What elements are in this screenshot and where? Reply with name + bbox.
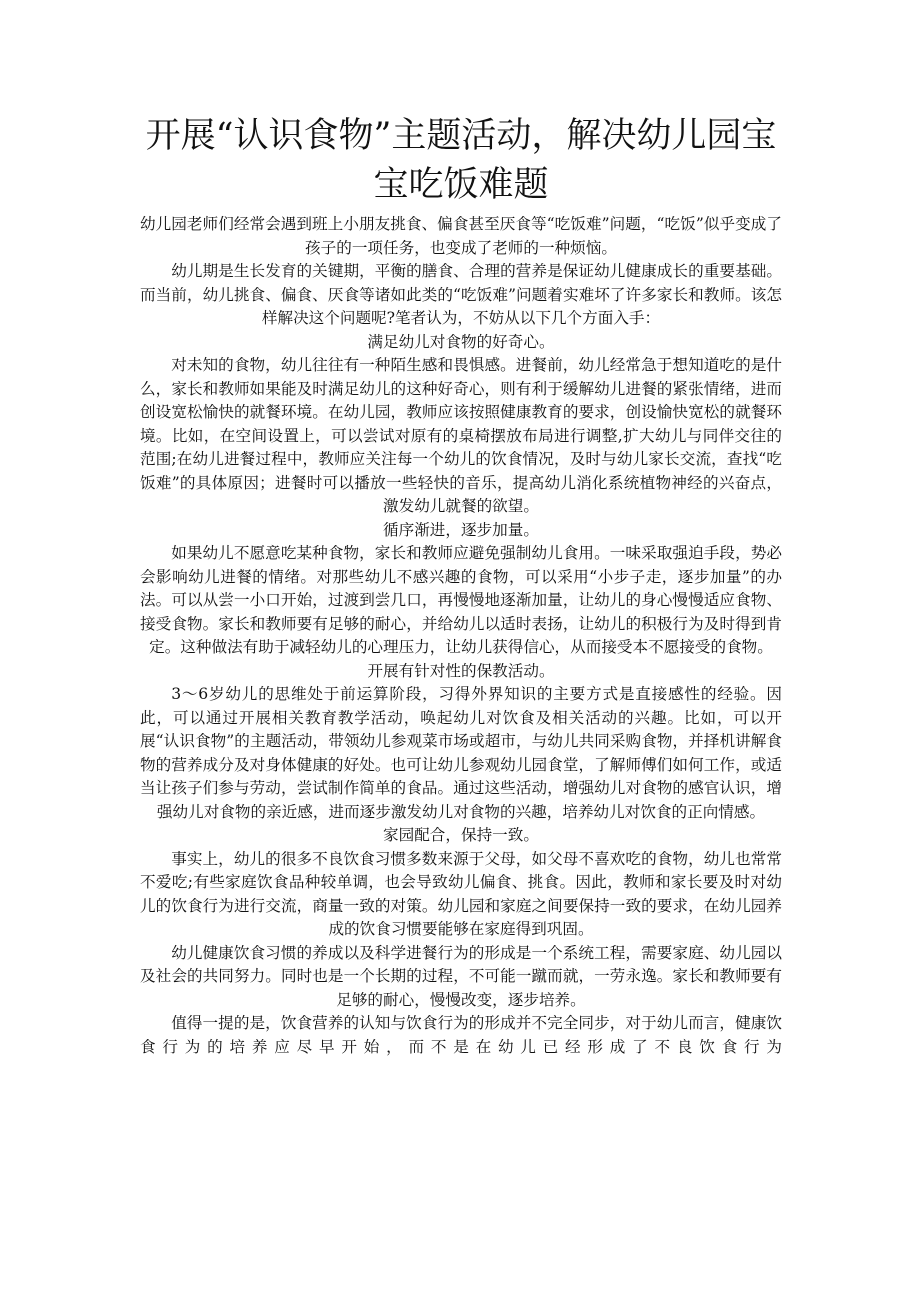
section-heading: 家园配合，保持一致。 (383, 826, 539, 844)
intro-paragraph: 幼儿园老师们经常会遇到班上小朋友挑食、偏食甚至厌食等“吃饭难”问题，“吃饭”似乎变成了孩子的一项任务，也变成了老师的一种烦恼。 (140, 215, 782, 257)
body-paragraph: 事实上，幼儿的很多不良饮食习惯多数来源于父母，如父母不喜欢吃的食物，幼儿也常常不爱吃;有些家庭饮食品种较单调，也会导致幼儿偏食、挑食。因此，教师和家长要及时对幼儿的饮食行为进行交流，商量一致的对策。幼儿园和家庭之间要保持一致的要求，在幼儿园养成的饮食习惯要能够在家庭得到巩固。 (140, 849, 782, 938)
body-paragraph: 3～6岁幼儿的思维处于前运算阶段，习得外界知识的主要方式是直接感性的经验。因此，可以通过开展相关教育教学活动，唤起幼儿对饮食及相关活动的兴趣。比如，可以开展“认识食物”的主题活动，带领幼儿参观菜市场或超市，与幼儿共同采购食物，并择机讲解食物的营养成分及对身体健康的好处。也可让幼儿参观幼儿园食堂，了解师傅们如何工作，或适当让孩子们参与劳动，尝试制作简单的食品。通过这些活动，增强幼儿对食物的感官认识，增强幼儿对食物的亲近感，进而逐步激发幼儿对食物的兴趣，培养幼儿对饮食的正向情感。 (140, 685, 782, 821)
body-paragraph: 对未知的食物，幼儿往往有一种陌生感和畏惧感。进餐前，幼儿经常急于想知道吃的是什么，家长和教师如果能及时满足幼儿的这种好奇心，则有利于缓解幼儿进餐的紧张情绪，进而创设宽松愉快的就餐环境。在幼儿园，教师应该按照健康教育的要求，创设愉快宽松的就餐环境。比如，在空间设置上，可以尝试对原有的桌椅摆放布局进行调整,扩大幼儿与同伴交往的范围;在幼儿进餐过程中，教师应关注每一个幼儿的饮食情况，及时与幼儿家长交流，查找“吃饭难”的具体原因；进餐时可以播放一些轻快的音乐，提高幼儿消化系统植物神经的兴奋点，激发幼儿就餐的欲望。 (140, 356, 782, 515)
body-paragraph: 幼儿健康饮食习惯的养成以及科学进餐行为的形成是一个系统工程，需要家庭、幼儿园以及社会的共同努力。同时也是一个长期的过程，不可能一蹴而就，一劳永逸。家长和教师要有足够的耐心，慢慢改变，逐步培养。 (140, 943, 782, 1009)
section-heading: 循序渐进，逐步加量。 (383, 520, 539, 539)
body-paragraph: 值得一提的是，饮食营养的认知与饮食行为的形成并不完全同步，对于幼儿而言，健康饮食行为的培养应尽早开始，而不是在幼儿已经形成了不良饮食行为 (140, 1014, 782, 1056)
document-title: 开展“认识食物”主题活动，解决幼儿园宝宝吃饭难题 (145, 116, 777, 205)
body-paragraph: 幼儿期是生长发育的关键期，平衡的膳食、合理的营养是保证幼儿健康成长的重要基础。而当前，幼儿挑食、偏食、厌食等诸如此类的“吃饭难”问题着实难坏了许多家长和教师。该怎样解决这个问题呢?笔者认为，不妨从以下几个方面入手： (140, 262, 782, 327)
section-heading: 开展有针对性的保教活动。 (367, 661, 555, 680)
section-heading: 满足幼儿对食物的好奇心。 (367, 332, 555, 351)
document-page (140, 112, 782, 1059)
body-paragraph: 如果幼儿不愿意吃某种食物，家长和教师应避免强制幼儿食用。一味采取强迫手段，势必会影响幼儿进餐的情绪。对那些幼儿不感兴趣的食物，可以采用“小步子走，逐步加量”的办法。可以从尝一小口开始，过渡到尝几口，再慢慢地逐渐加量，让幼儿的身心慢慢适应食物、接受食物。家长和教师要有足够的耐心，并给幼儿以适时表扬，让幼儿的积极行为及时得到肯定。这种做法有助于减轻幼儿的心理压力，让幼儿获得信心，从而接受本不愿接受的食物。 (140, 544, 782, 656)
